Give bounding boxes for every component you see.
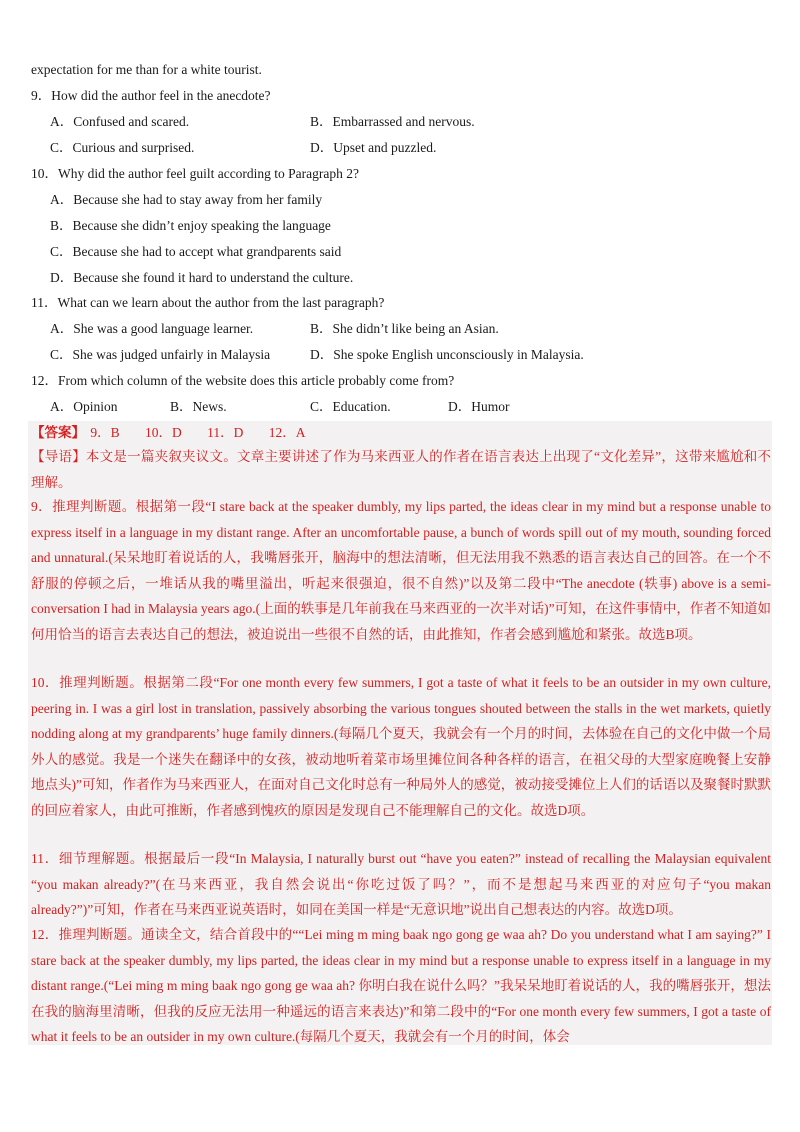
question-9-stem: 9．How did the author feel in the anecdote?	[31, 88, 271, 103]
question-10-option-b: B．Because she didn’t enjoy speaking the language	[50, 218, 331, 233]
answer-key-row	[31, 424, 306, 442]
answer-key-item: 9．B	[90, 425, 120, 440]
question-12-option-c: C．Education.	[310, 399, 391, 414]
answer-key-item: 10．D	[145, 425, 182, 440]
question-10-option-d: D．Because she found it hard to understand the culture.	[50, 270, 354, 285]
answer-key-item: 12．A	[268, 425, 306, 440]
question-12-option-b: B．News.	[170, 399, 227, 414]
explanation-10: 10．推理判断题。根据第二段“For one month every few summers, I got a taste of what it feels to be an outsider in my own culture, peering in. I was a girl lost in translation, passively absorbing the various tongues shouted between the stalls in the wet markets, quietly nodding along at my grandparents’ huge family dinners.(每隔几个夏天，我就会有一个月的时间，去体验在自己的文化中做一个局外人的感觉。我是一个迷失在翻译中的女孩，被动地听着菜市场里摊位间各种各样的语言，在祖父母的大型家庭晚餐上安静地点头)”可知，作者作为马来西亚人，在面对自己文化时总有一种局外人的感觉，被动接受摊位上人们的话语以及聚餐时默默的回应着家人，由此可推断，作者感到愧疚的原因是发现自己不能理解自己的文化。故选D项。	[31, 675, 771, 818]
question-11-stem: 11．What can we learn about the author from the last paragraph?	[31, 295, 385, 310]
question-12-option-a: A．Opinion	[50, 399, 118, 414]
explanation-11: 11．细节理解题。根据最后一段“In Malaysia, I naturally burst out “have you eaten?” instead of recalling the Malaysian equivalent “you makan already?”(在马来西亚，我自然会说出“你吃过饭了吗？”，而不是想起马来西亚的对应句子“you makan already?”)”可知，作者在马来西亚说英语时，如同在美国一样是“无意识地”说出自己想表达的内容。故选D项。	[31, 851, 771, 917]
answer-key-label: 【答案】	[31, 425, 85, 440]
question-9-option-b: B．Embarrassed and nervous.	[310, 114, 475, 129]
explanation-12: 12．推理判断题。通读全文，结合首段中的““Lei ming m ming baak ngo gong ge waa ah? Do you understand what I am saying?” I stare back at the speaker dumbly, my lips parted, the ideas clear in my mind but a response unable to express itself in a language in my distant range.(“Lei ming m ming baak ngo gong ge waa ah? 你明白我在说什么吗？”我呆呆地盯着说话的人，我的嘴唇张开，想法在我的脑海里清晰，但我的反应无法用一种遥远的语言来表达)”和第二段中的“For one month every few summers, I got a taste of what it feels to be an outsider in my own culture.(每隔几个夏天，我就会有一个月的时间，体会	[31, 927, 771, 1044]
question-11-option-c: C．She was judged unfairly in Malaysia	[50, 347, 271, 362]
question-10-option-c: C．Because she had to accept what grandparents said	[50, 244, 342, 259]
question-9-option-c: C．Curious and surprised.	[50, 140, 195, 155]
continuation-line: expectation for me than for a white tourist.	[31, 62, 262, 77]
question-11-option-b: B．She didn’t like being an Asian.	[310, 321, 499, 336]
question-12-option-d: D．Humor	[448, 399, 510, 414]
question-9-option-d: D．Upset and puzzled.	[310, 140, 437, 155]
explanation-9: 9．推理判断题。根据第一段“I stare back at the speaker dumbly, my lips parted, the ideas clear in my mind but a response unable to express itself in a language in my distant range. After an uncomfortable pause, a bunch of words spill out of my mouth, sounding forced and unnatural.(呆呆地盯着说话的人，我嘴唇张开，脑海中的想法清晰，但无法用我不熟悉的语言表达自己的回答。在一个不舒服的停顿之后，一堆话从我的嘴里溢出，听起来很强迫，很不自然)”以及第二段中“The anecdote (轶事) above is a semi-conversation I had in Malaysia years ago.(上面的轶事是几年前我在马来西亚的一次半对话)”可知，在这件事情中，作者不知道如何用恰当的语言去表达自己的想法，被迫说出一些很不自然的话，由此推知，作者会感到尴尬和紧张。故选B项。	[31, 499, 771, 642]
question-10-stem: 10．Why did the author feel guilt according to Paragraph 2?	[31, 166, 360, 181]
question-11-option-d: D．She spoke English unconsciously in Malaysia.	[310, 347, 584, 362]
question-11-option-a: A．She was a good language learner.	[50, 321, 254, 336]
question-10-option-a: A．Because she had to stay away from her family	[50, 192, 323, 207]
question-9-option-a: A．Confused and scared.	[50, 114, 190, 129]
question-12-stem: 12．From which column of the website does this article probably come from?	[31, 373, 455, 388]
answer-key-item: 11．D	[207, 425, 244, 440]
guide-paragraph: 【导语】本文是一篇夹叙夹议文。文章主要讲述了作为马来西亚人的作者在语言表达上出现了“文化差异”，这带来尴尬和不理解。	[31, 449, 771, 490]
